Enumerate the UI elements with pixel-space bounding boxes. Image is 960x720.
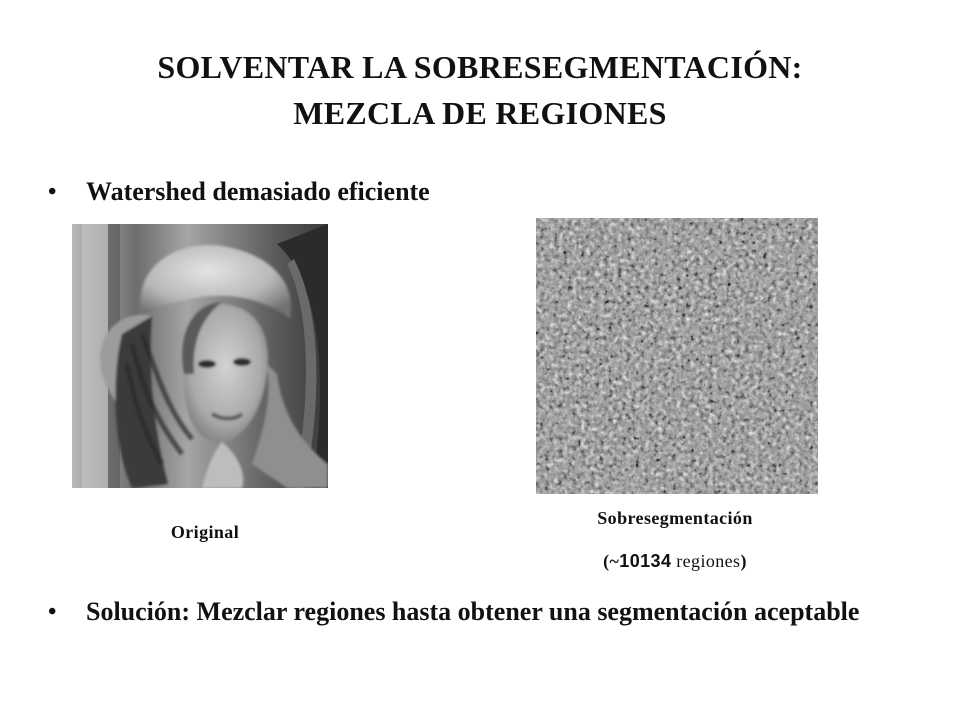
original-caption: Original (170, 522, 240, 542)
bullet-text: Watershed demasiado eficiente (86, 177, 430, 206)
title-line-2: MEZCLA DE REGIONES (293, 95, 667, 131)
bullet-solution (48, 596, 908, 628)
count-close: ) (740, 551, 747, 571)
bullet-dot-icon: • (48, 599, 57, 625)
bullet-text: Solución: Mezclar regiones hasta obtener una segmentación aceptable (86, 597, 860, 626)
bullet-watershed (48, 176, 868, 208)
oversegmentation-image (536, 218, 818, 494)
bullet-dot-icon: • (48, 179, 57, 205)
region-count-word: regiones (671, 551, 741, 571)
oversegmentation-caption: Sobresegmentación (597, 508, 753, 528)
original-image (72, 224, 328, 488)
region-count-value: 10134 (619, 551, 672, 571)
title-line-1: SOLVENTAR LA SOBRESEGMENTACIÓN: (157, 49, 803, 85)
count-open: (~ (603, 551, 620, 571)
slide-title (60, 44, 900, 136)
region-count-caption (540, 549, 810, 573)
